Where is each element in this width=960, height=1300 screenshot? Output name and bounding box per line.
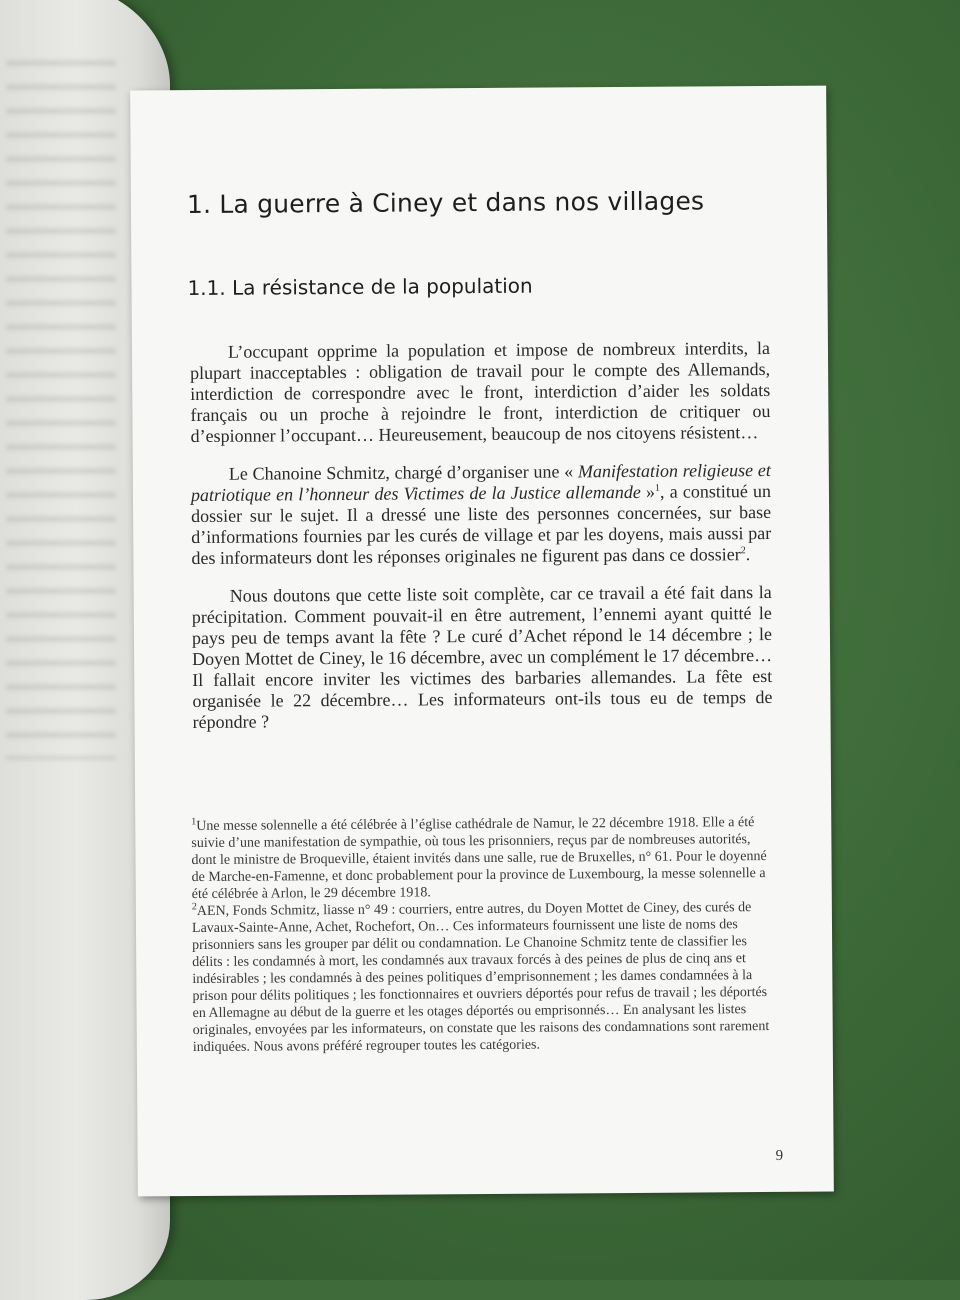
- facing-page-blurred-text: [6, 60, 116, 760]
- footnote-2-text: AEN, Fonds Schmitz, liasse n° 49 : courriers, entre autres, du Doyen Mottet de Ciney, des curés de Lavaux-Sainte-Anne, Achet, Rochefort, On… Ces informateurs fournissent une liste de noms des prisonniers sans les grouper par délit ou condamnation. Le Chanoine Schmitz tente de classifier les délits : les condamnés à mort, les condamnés aux travaux forcés à des peines de plus de cinq ans et indésirables ; les condamnés à des peines politiques d’emprisonnement ; les dames condamnées à la prison pour délits politiques ; les fonctionnaires et ouvriers déportés pour refus de travail ; les déportés en Allemagne au début de la guerre et les otages déportés ou emprisonnés… En analysant les listes originales, envoyées par les informateurs, on constate que les raisons des condamnations sont rarement indiquées. Nous avons préféré regrouper toutes les catégories.: [191, 900, 770, 1056]
- paragraph-2-quote-close: »: [640, 481, 656, 502]
- footnote-1: [191, 814, 778, 903]
- section-title: 1.1. La résistance de la population: [187, 273, 533, 301]
- paragraph-2-end: .: [745, 544, 751, 565]
- footnote-marker-1: 1: [191, 816, 197, 828]
- footnote-ref-2: 2: [740, 545, 746, 557]
- paragraph-3: Nous doutons que cette liste soit complète, car ce travail a été fait dans la précipitation. Comment pouvait-il en être autrement, l’ennemi ayant quitté le pays peu de temps avant la fête ? Le curé d’Achet répond le 14 décembre ; le Doyen Mottet de Ciney, le 16 décembre, avec un complément le 17 décembre… Il fallait encore inviter les victimes des barbaries allemandes. La fête est organisée le 22 décembre… Les informateurs ont-ils tous eu de temps de répondre ?: [191, 581, 773, 733]
- body-text: [190, 338, 773, 750]
- footnote-marker-2: 2: [191, 901, 197, 913]
- paragraph-2-middle: , a constitué un dossier sur le sujet. Il a dressé une liste des personnes concernées, sur base d’informations fournies par les curés de village et par les doyens, mais aussi par des informateurs dont les réponses originales ne figurent pas dans ce dossier: [191, 480, 772, 569]
- book-page: [130, 86, 834, 1197]
- chapter-title: 1. La guerre à Ciney et dans nos villages: [186, 186, 705, 220]
- paragraph-2: [191, 460, 772, 569]
- footnote-1-text: Une messe solennelle a été célébrée à l’église cathédrale de Namur, le 22 décembre 1918. Elle a été suivie d’une manifestation de sympathie, où tous les prisonniers, reçus par de nombreuses autorités, dont le ministre de Broqueville, étaient invités dans une salle, rue de Bruxelles, n° 61. Pour le doyenné de Marche-en-Famenne, et donc probablement pour la province de Luxembourg, la messe solennelle a été célébrée à Arlon, le 29 décembre 1918.: [191, 815, 767, 903]
- paragraph-1: L’occupant opprime la population et impose de nombreux interdits, la plupart inacceptables : obligation de travail pour le compte des Allemands, interdiction de correspondre avec le front, interdiction d’aider les soldats français ou un proche à rejoindre le front, interdiction de critiquer ou d’espionner l’occupant… Heureusement, beaucoup de nos citoyens résistent…: [190, 337, 771, 447]
- paragraph-2-start: Le Chanoine Schmitz, chargé d’organiser une «: [228, 461, 579, 484]
- page-number: 9: [775, 1147, 784, 1164]
- paragraph-2-italic: Manifestation religieuse et patriotique en l’honneur des Victimes de la Justice allemande: [190, 459, 771, 506]
- footnotes: [191, 814, 779, 1056]
- footnote-2: [192, 899, 779, 1056]
- footnote-ref-1: 1: [654, 482, 661, 494]
